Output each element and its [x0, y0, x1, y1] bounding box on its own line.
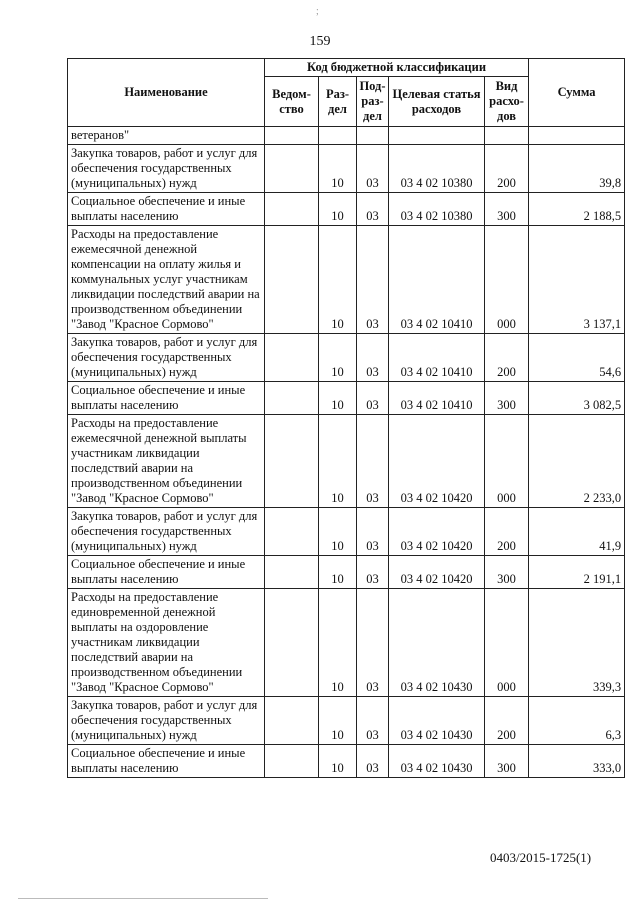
row-vedomstvo — [265, 697, 319, 745]
row-name: Закупка товаров, работ и услуг для обеспечения государственных (муниципальных) нужд — [68, 697, 265, 745]
row-razdel: 10 — [319, 382, 357, 415]
row-podrazdel: 03 — [357, 745, 389, 778]
row-vedomstvo — [265, 226, 319, 334]
row-celevaya: 03 4 02 10420 — [389, 508, 485, 556]
row-summa: 39,8 — [529, 145, 625, 193]
header-podrazdel: Под-раз-дел — [357, 77, 389, 127]
continuation-text: ветеранов" — [68, 127, 265, 145]
row-name: Расходы на предоставление единовременной денежной выплаты на оздоровление участникам ликвидации последствий аварии на производственном объединении "Завод "Красное Сормово" — [68, 589, 265, 697]
row-vid: 300 — [485, 745, 529, 778]
row-name: Социальное обеспечение и иные выплаты населению — [68, 193, 265, 226]
row-razdel: 10 — [319, 226, 357, 334]
table-row — [68, 745, 625, 778]
row-podrazdel: 03 — [357, 382, 389, 415]
row-summa: 6,3 — [529, 697, 625, 745]
row-summa: 2 233,0 — [529, 415, 625, 508]
row-celevaya: 03 4 02 10420 — [389, 415, 485, 508]
header-vid: Вид расхо-дов — [485, 77, 529, 127]
header-code-group: Код бюджетной классификации — [265, 59, 529, 77]
row-name: Расходы на предоставление ежемесячной денежной выплаты участникам ликвидации последствий аварии на производственном объединении "Завод "Красное Сормово" — [68, 415, 265, 508]
row-name: Закупка товаров, работ и услуг для обеспечения государственных (муниципальных) нужд — [68, 508, 265, 556]
row-vid: 000 — [485, 589, 529, 697]
row-vid: 000 — [485, 415, 529, 508]
row-razdel: 10 — [319, 508, 357, 556]
header-summa: Сумма — [529, 59, 625, 127]
row-summa: 333,0 — [529, 745, 625, 778]
table-row — [68, 697, 625, 745]
row-podrazdel: 03 — [357, 697, 389, 745]
header-name: Наименование — [68, 59, 265, 127]
header-razdel: Раз-дел — [319, 77, 357, 127]
row-podrazdel: 03 — [357, 508, 389, 556]
row-celevaya: 03 4 02 10410 — [389, 334, 485, 382]
row-celevaya: 03 4 02 10430 — [389, 697, 485, 745]
row-razdel: 10 — [319, 697, 357, 745]
row-podrazdel: 03 — [357, 415, 389, 508]
row-podrazdel: 03 — [357, 556, 389, 589]
row-vid: 200 — [485, 145, 529, 193]
table-row — [68, 145, 625, 193]
row-vid: 200 — [485, 334, 529, 382]
row-celevaya: 03 4 02 10410 — [389, 382, 485, 415]
row-vedomstvo — [265, 415, 319, 508]
row-vedomstvo — [265, 334, 319, 382]
scan-mark: ; — [316, 6, 319, 17]
table-row — [68, 334, 625, 382]
row-vedomstvo — [265, 145, 319, 193]
row-celevaya: 03 4 02 10380 — [389, 193, 485, 226]
row-celevaya: 03 4 02 10410 — [389, 226, 485, 334]
row-summa: 54,6 — [529, 334, 625, 382]
row-name: Социальное обеспечение и иные выплаты населению — [68, 745, 265, 778]
row-summa: 2 188,5 — [529, 193, 625, 226]
row-vid: 300 — [485, 193, 529, 226]
row-vid: 000 — [485, 226, 529, 334]
row-vedomstvo — [265, 382, 319, 415]
table-row — [68, 193, 625, 226]
row-celevaya: 03 4 02 10430 — [389, 589, 485, 697]
table-row — [68, 508, 625, 556]
header-celevaya: Целевая статья расходов — [389, 77, 485, 127]
row-vedomstvo — [265, 556, 319, 589]
row-vedomstvo — [265, 193, 319, 226]
table-row — [68, 226, 625, 334]
row-vid: 200 — [485, 508, 529, 556]
row-vid: 200 — [485, 697, 529, 745]
row-summa: 339,3 — [529, 589, 625, 697]
row-razdel: 10 — [319, 745, 357, 778]
row-razdel: 10 — [319, 145, 357, 193]
row-vedomstvo — [265, 589, 319, 697]
page-number: 159 — [309, 34, 331, 49]
row-razdel: 10 — [319, 334, 357, 382]
row-razdel: 10 — [319, 415, 357, 508]
row-celevaya: 03 4 02 10380 — [389, 145, 485, 193]
row-name: Закупка товаров, работ и услуг для обеспечения государственных (муниципальных) нужд — [68, 334, 265, 382]
row-vid: 300 — [485, 556, 529, 589]
row-razdel: 10 — [319, 193, 357, 226]
row-celevaya: 03 4 02 10420 — [389, 556, 485, 589]
row-razdel: 10 — [319, 589, 357, 697]
header-vedomstvo: Ведом-ство — [265, 77, 319, 127]
row-razdel: 10 — [319, 556, 357, 589]
row-summa: 2 191,1 — [529, 556, 625, 589]
row-vedomstvo — [265, 745, 319, 778]
row-podrazdel: 03 — [357, 334, 389, 382]
table-row — [68, 415, 625, 508]
row-name: Социальное обеспечение и иные выплаты населению — [68, 382, 265, 415]
row-podrazdel: 03 — [357, 193, 389, 226]
row-name: Социальное обеспечение и иные выплаты населению — [68, 556, 265, 589]
continuation-row — [68, 127, 625, 145]
table-row — [68, 382, 625, 415]
document-code: 0403/2015-1725(1) — [490, 850, 592, 865]
row-summa: 41,9 — [529, 508, 625, 556]
row-summa: 3 082,5 — [529, 382, 625, 415]
row-vedomstvo — [265, 508, 319, 556]
row-celevaya: 03 4 02 10430 — [389, 745, 485, 778]
table-row — [68, 556, 625, 589]
row-summa: 3 137,1 — [529, 226, 625, 334]
row-podrazdel: 03 — [357, 589, 389, 697]
row-name: Расходы на предоставление ежемесячной денежной компенсации на оплату жилья и коммунальных услуг участникам ликвидации последствий аварии на производственном объединении "Завод "Красное Сормово" — [68, 226, 265, 334]
row-podrazdel: 03 — [357, 226, 389, 334]
table-row — [68, 589, 625, 697]
bottom-rule — [18, 898, 268, 899]
row-name: Закупка товаров, работ и услуг для обеспечения государственных (муниципальных) нужд — [68, 145, 265, 193]
row-podrazdel: 03 — [357, 145, 389, 193]
row-vid: 300 — [485, 382, 529, 415]
budget-classification-table — [67, 58, 625, 778]
